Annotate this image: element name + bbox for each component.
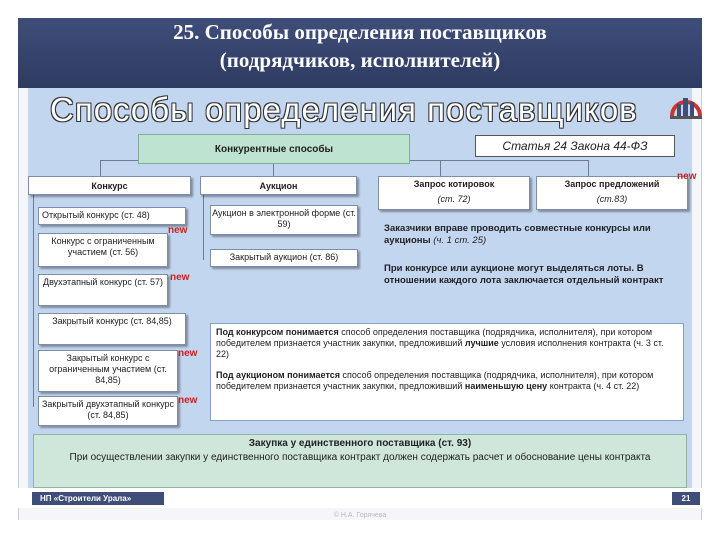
connector-line bbox=[100, 160, 101, 176]
lots-note: При конкурсе или аукционе могут выделяться лоты. В отношении каждого лота заключается отдельный контракт bbox=[384, 263, 664, 286]
konkurs-item: Открытый конкурс (ст. 48) bbox=[38, 207, 186, 225]
connector-line bbox=[33, 195, 34, 407]
auction-def-text: способ определения поставщика (подрядчика, исполнителя), при котором победителем признается участник закупки, предложивший bbox=[216, 370, 654, 391]
auction-def-text2: контракта (ч. 4 ст. 22) bbox=[549, 381, 640, 391]
konkurs-definition bbox=[216, 327, 678, 360]
konkurs-def-text: способ определения поставщика (подрядчика, исполнителя), при котором победителем признается участник закупки, предложивший bbox=[216, 327, 652, 348]
auction-item: Закрытый аукцион (ст. 86) bbox=[210, 249, 358, 267]
joint-procurement-note bbox=[384, 223, 684, 247]
konkurs-item: Двухэтапный конкурс (ст. 57) bbox=[38, 274, 168, 306]
title-line-1: 25. Способы определения поставщиков bbox=[173, 20, 547, 44]
konkurs-def-term: Под конкурсом понимается bbox=[216, 327, 339, 337]
proposals-article: (ст.83) bbox=[596, 194, 628, 204]
column-auction: Аукцион bbox=[200, 176, 357, 195]
column-konkurs: Конкурс bbox=[28, 176, 191, 195]
competitive-methods: Конкурентные способы bbox=[138, 134, 410, 164]
auction-item: Аукцион в электронной форме (ст. 59) bbox=[210, 205, 358, 235]
auction-def-term: Под аукционом понимается bbox=[216, 370, 340, 380]
proposals-label: Запрос предложений bbox=[564, 179, 660, 189]
new-badge: new bbox=[178, 395, 198, 406]
quotes-article: (ст. 72) bbox=[437, 194, 471, 204]
connector-line bbox=[588, 160, 589, 176]
konkurs-item: Закрытый конкурс (ст. 84,85) bbox=[38, 313, 186, 345]
organization-label: НП «Строители Урала» bbox=[32, 492, 164, 505]
single-supplier-text: При осуществлении закупки у единственного поставщика контракт должен содержать расчет и обоснование цены контракта bbox=[69, 452, 651, 463]
konkurs-def-text2: условия исполнения контракта (ч. 3 ст. 22) bbox=[216, 338, 664, 359]
page-number: 21 bbox=[672, 492, 700, 505]
new-badge: new bbox=[170, 272, 190, 283]
konkurs-item: Конкурс с ограниченным участием (ст. 56) bbox=[38, 233, 168, 267]
scheme-heading: Способы определения поставщиков bbox=[50, 91, 638, 128]
konkurs-item: Закрытый двухэтапный конкурс (ст. 84,85) bbox=[38, 396, 178, 426]
author-credit: © Н.А. Горячева bbox=[333, 512, 387, 519]
quotes-label: Запрос котировок bbox=[413, 179, 495, 189]
column-quotes bbox=[378, 176, 530, 210]
auction-def-key: наименьшую цену bbox=[464, 381, 548, 391]
single-supplier-title: Закупка у единственного поставщика (ст. 93) bbox=[248, 438, 472, 449]
single-supplier-panel bbox=[33, 434, 687, 488]
connector-line bbox=[203, 195, 204, 260]
auction-definition bbox=[216, 370, 678, 392]
definitions-panel bbox=[210, 323, 684, 421]
joint-text: Заказчики вправе проводить совместные конкурсы или аукционы bbox=[384, 223, 651, 246]
law-reference: Статья 24 Закона 44-ФЗ bbox=[475, 135, 675, 157]
connector-line bbox=[440, 160, 441, 176]
konkurs-def-key: лучшие bbox=[464, 338, 499, 348]
joint-ref: (ч. 1 ст. 25) bbox=[433, 235, 487, 246]
title-line-2: (подрядчиков, исполнителей) bbox=[219, 48, 501, 72]
logo-icon bbox=[668, 90, 704, 124]
column-proposals bbox=[536, 176, 688, 210]
konkurs-item: Закрытый конкурс с ограниченным участием (ст. 84,85) bbox=[38, 350, 178, 392]
new-badge: new bbox=[178, 348, 198, 359]
new-badge: new bbox=[677, 171, 697, 182]
new-badge: new bbox=[168, 225, 188, 236]
slide-title bbox=[0, 18, 720, 74]
